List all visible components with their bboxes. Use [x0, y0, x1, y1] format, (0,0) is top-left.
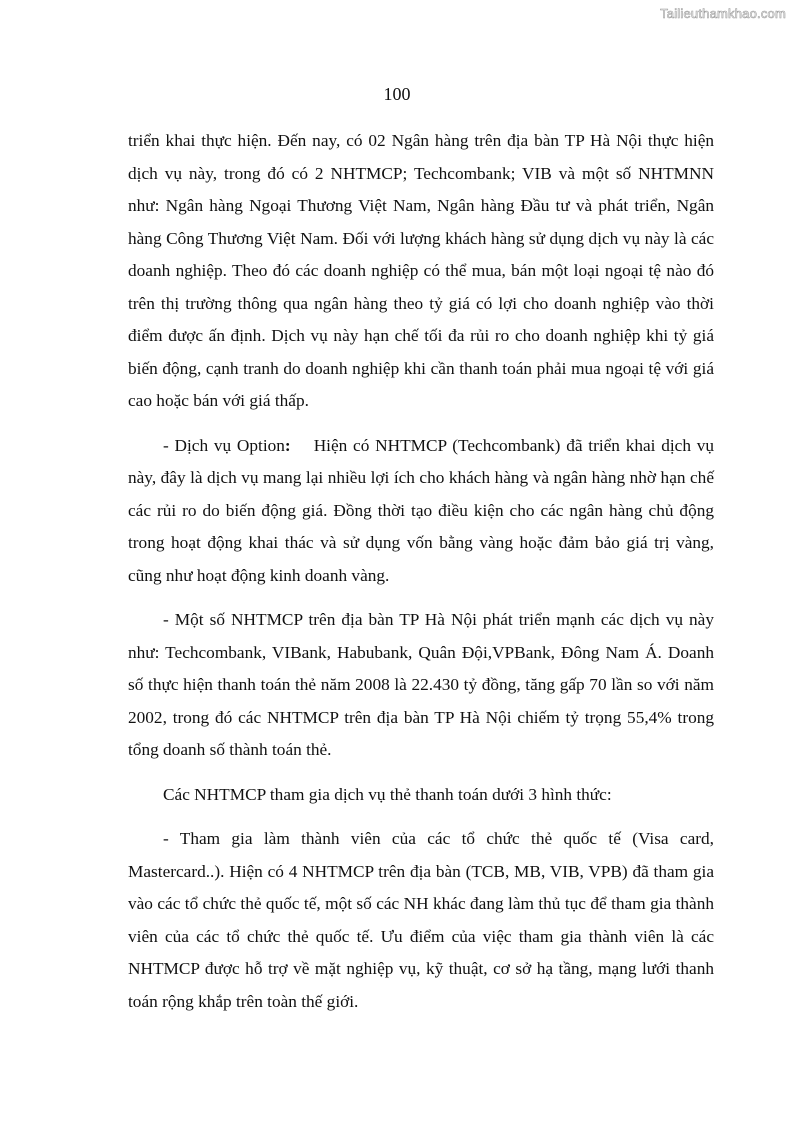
- option-service-text: Hiện có NHTMCP (Techcombank) đã triển khai dịch vụ này, đây là dịch vụ mang lại nhiều lợi ích cho khách hàng và ngân hàng nhờ hạn chế các rủi ro do biến động giá. Đồng thời tạo điều kiện cho các ngân hàng chủ động trong hoạt động khai thác và sử dụng vốn bằng vàng hoặc đảm bảo giá trị vàng, cũng như hoạt động kinh doanh vàng.: [128, 435, 714, 585]
- paragraph-option-service: [128, 430, 714, 593]
- option-service-label: - Dịch vụ Option: [163, 435, 285, 455]
- watermark: Tailieuthamkhao.com: [660, 6, 786, 21]
- paragraph-card-revenue: - Một số NHTMCP trên địa bàn TP Hà Nội phát triển mạnh các dịch vụ này như: Techcombank, VIBank, Habubank, Quân Đội,VPBank, Đông Nam Á. Doanh số thực hiện thanh toán thẻ năm 2008 là 22.430 tỷ đồng, tăng gấp 70 lần so với năm 2002, trong đó các NHTMCP trên địa bàn TP Hà Nội chiếm tỷ trọng 55,4% trong tổng doanh số thành toán thẻ.: [128, 610, 714, 759]
- paragraph-forward-contract: triển khai thực hiện. Đến nay, có 02 Ngân hàng trên địa bàn TP Hà Nội thực hiện dịch vụ này, trong đó có 2 NHTMCP; Techcombank; VIB và một số NHTMNN như: Ngân hàng Ngoại Thương Việt Nam, Ngân hàng Đầu tư và phát triển, Ngân hàng Công Thương Việt Nam. Đối với lượng khách hàng sử dụng dịch vụ này là các doanh nghiệp. Theo đó các doanh nghiệp có thể mua, bán một loại ngoại tệ nào đó trên thị trường thông qua ngân hàng theo tỷ giá có lợi cho doanh nghiệp vào thời điểm được ấn định. Dịch vụ này hạn chế tối đa rủi ro cho doanh nghiệp khi tỷ giá biến động, cạnh tranh do doanh nghiệp khi cần thanh toán phải mua ngoại tệ với giá cao hoặc bán với giá thấp.: [128, 131, 714, 410]
- paragraph-card-forms: Các NHTMCP tham gia dịch vụ thẻ thanh toán dưới 3 hình thức:: [163, 784, 612, 804]
- paragraph-international-membership: - Tham gia làm thành viên của các tổ chức thẻ quốc tế (Visa card, Mastercard..). Hiện có 4 NHTMCP trên địa bàn (TCB, MB, VIB, VPB) đã tham gia vào các tổ chức thẻ quốc tế, một số các NH khác đang làm thủ tục để tham gia thành viên của các tổ chức thẻ quốc tế. Ưu điểm của việc tham gia thành viên là các NHTMCP được hỗ trợ về mặt nghiệp vụ, kỹ thuật, cơ sở hạ tầng, mạng lưới thanh toán rộng khắp trên toàn thế giới.: [128, 829, 714, 1011]
- page-number: 100: [383, 84, 411, 104]
- option-service-colon: :: [284, 435, 291, 455]
- document-body: [128, 125, 714, 1030]
